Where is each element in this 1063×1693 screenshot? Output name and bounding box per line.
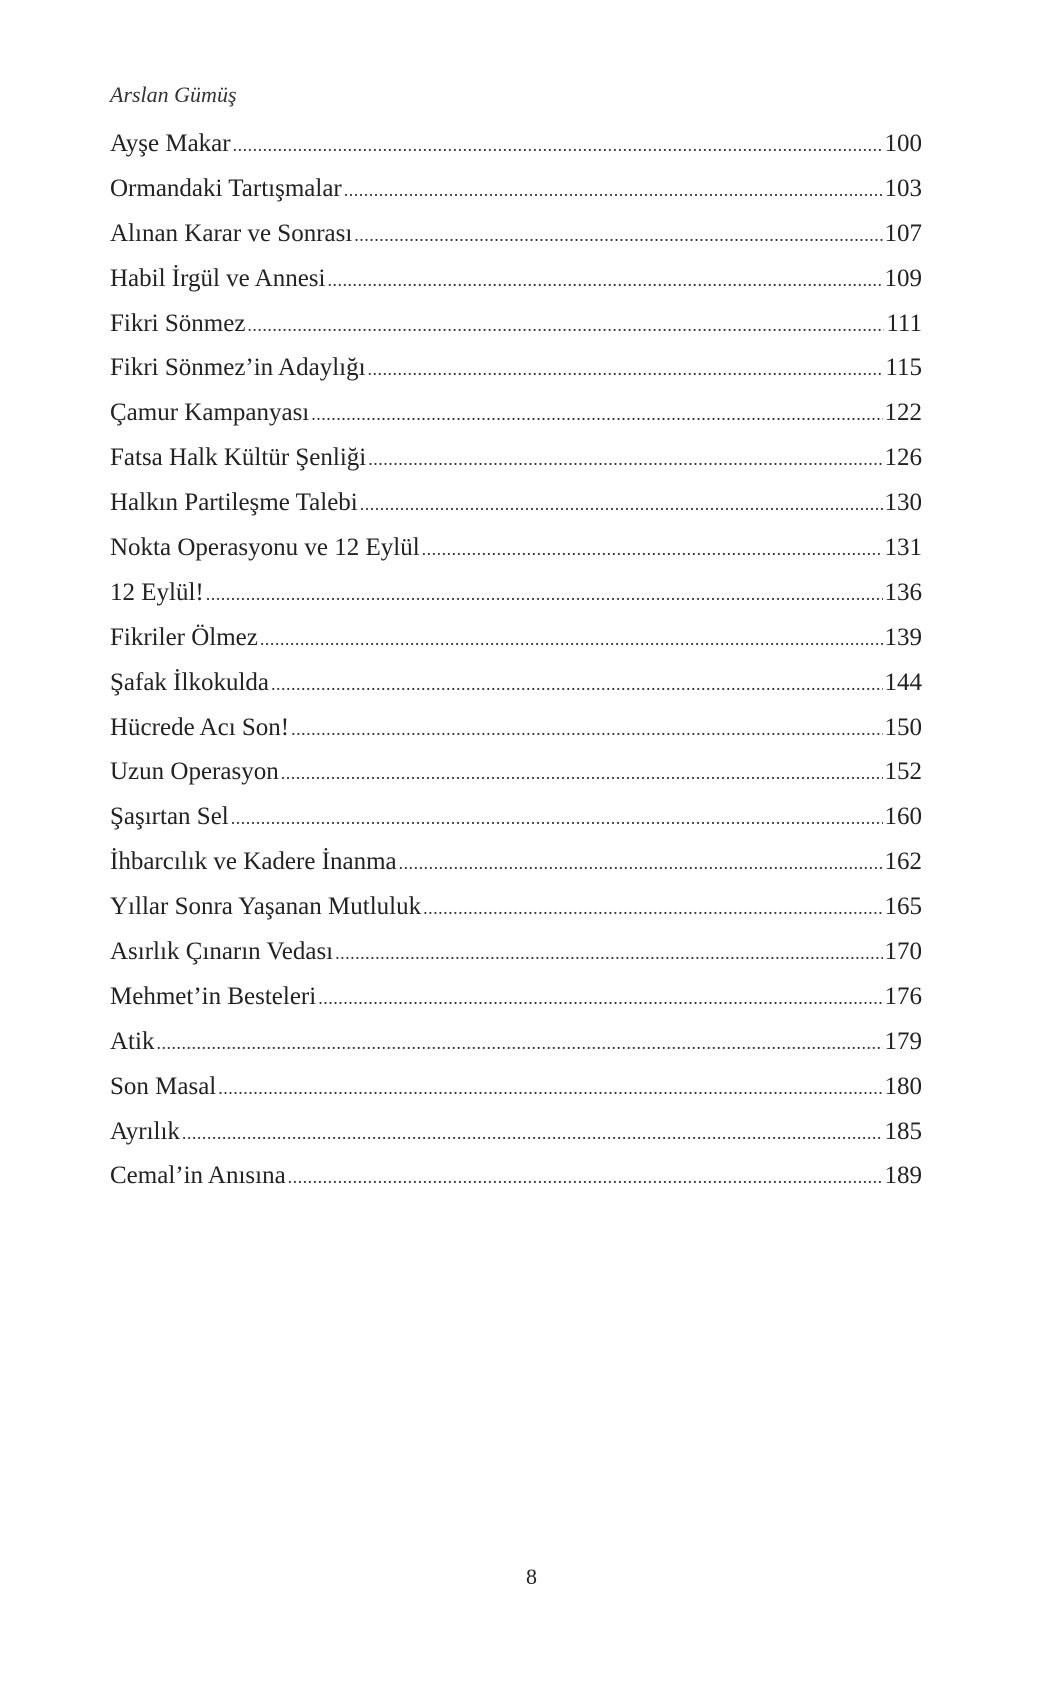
toc-entry (110, 302, 922, 347)
toc-entry-title: Çamur Kampanyası (110, 399, 310, 427)
toc-entry-page: 170 (884, 938, 922, 966)
dot-leader (368, 437, 882, 482)
dot-leader (281, 751, 883, 796)
toc-entry-title: Alınan Karar ve Sonrası (110, 219, 353, 247)
dot-leader (247, 303, 884, 348)
toc-entry (110, 1110, 922, 1155)
toc-entry (110, 616, 922, 661)
dot-leader (311, 392, 882, 437)
dot-leader (335, 931, 882, 976)
page-number: 8 (526, 1564, 537, 1589)
toc-entry-title: Cemal’in Anısına (110, 1162, 286, 1190)
toc-entry-page: 165 (884, 893, 922, 921)
toc-entry-title: Şaşırtan Sel (110, 803, 229, 831)
toc-entry-page: 122 (884, 399, 922, 427)
toc-entry-page: 180 (884, 1072, 922, 1100)
running-head-author: Arslan Gümüş (110, 82, 237, 107)
dot-leader (368, 347, 884, 392)
toc-entry (110, 122, 922, 167)
toc-entry-title: Asırlık Çınarın Vedası (110, 938, 334, 966)
toc-entry (110, 1065, 922, 1110)
toc-entry-title: Fatsa Halk Kültür Şenliği (110, 444, 367, 472)
toc-entry-title: Son Masal (110, 1072, 217, 1100)
toc-entry-title: Mehmet’in Besteleri (110, 982, 317, 1010)
toc-entry-page: 107 (884, 219, 922, 247)
dot-leader (354, 213, 882, 258)
toc-entry-title: Ayşe Makar (110, 130, 231, 157)
toc-entry (110, 706, 922, 751)
toc-entry (110, 481, 922, 526)
toc-entry (110, 975, 922, 1020)
dot-leader (156, 1021, 882, 1066)
toc-entry-title: Ayrılık (110, 1117, 180, 1145)
toc-entry (110, 750, 922, 795)
dot-leader (327, 258, 882, 303)
dot-leader (360, 482, 883, 527)
toc-entry-title: Yıllar Sonra Yaşanan Mutluluk (110, 893, 422, 921)
dot-leader (206, 572, 883, 617)
toc-entry (110, 1154, 922, 1199)
toc-entry-page: 100 (884, 130, 922, 157)
dot-leader (260, 617, 883, 662)
toc-entry (110, 795, 922, 840)
dot-leader (422, 527, 883, 572)
toc-entry (110, 571, 922, 616)
dot-leader (344, 168, 883, 213)
toc-entry (110, 930, 922, 975)
toc-entry-page: 160 (884, 803, 922, 831)
toc-entry-page: 150 (884, 713, 922, 741)
toc-entry (110, 526, 922, 571)
toc-entry-page: 185 (884, 1117, 922, 1145)
toc-entry-page: 152 (884, 758, 922, 786)
dot-leader (218, 1066, 882, 1111)
toc-entry (110, 212, 922, 257)
toc-entry-title: Şafak İlkokulda (110, 668, 269, 696)
toc-entry-page: 126 (884, 444, 922, 472)
toc-entry (110, 346, 922, 391)
toc-entry-page: 139 (884, 623, 922, 651)
table-of-contents (110, 122, 922, 1199)
toc-entry-title: Atik (110, 1027, 155, 1055)
toc-entry-title: İhbarcılık ve Kadere İnanma (110, 848, 397, 876)
toc-entry (110, 167, 922, 212)
toc-entry-page: 109 (884, 264, 922, 292)
toc-entry-page: 162 (884, 848, 922, 876)
dot-leader (233, 123, 883, 168)
toc-entry (110, 661, 922, 706)
toc-entry-page: 189 (884, 1162, 922, 1190)
toc-entry-title: Halkın Partileşme Talebi (110, 489, 358, 517)
toc-entry-page: 176 (884, 982, 922, 1010)
toc-entry-title: Nokta Operasyonu ve 12 Eylül (110, 534, 420, 562)
toc-entry-title: 12 Eylül! (110, 578, 204, 606)
toc-entry-title: Habil İrgül ve Annesi (110, 264, 326, 292)
toc-entry-page: 111 (886, 309, 922, 337)
toc-entry (110, 436, 922, 481)
toc-entry (110, 840, 922, 885)
toc-entry-page: 131 (884, 534, 922, 562)
toc-entry-title: Fikriler Ölmez (110, 623, 258, 651)
toc-entry-page: 115 (885, 354, 922, 382)
dot-leader (399, 841, 883, 886)
toc-entry-page: 130 (884, 489, 922, 517)
dot-leader (231, 796, 883, 841)
toc-entry-page: 103 (884, 174, 922, 202)
toc-entry (110, 885, 922, 930)
dot-leader (318, 976, 882, 1021)
toc-entry-title: Ormandaki Tartışmalar (110, 174, 342, 202)
toc-entry-page: 144 (884, 668, 922, 696)
dot-leader (271, 662, 883, 707)
toc-entry (110, 391, 922, 436)
toc-entry (110, 1020, 922, 1065)
toc-entry-title: Uzun Operasyon (110, 758, 279, 786)
dot-leader (291, 707, 882, 752)
toc-entry (110, 257, 922, 302)
toc-entry-page: 136 (884, 578, 922, 606)
toc-entry-title: Fikri Sönmez (110, 309, 246, 337)
dot-leader (182, 1111, 883, 1156)
toc-entry-title: Hücrede Acı Son! (110, 713, 290, 741)
toc-entry-page: 179 (884, 1027, 922, 1055)
toc-entry-title: Fikri Sönmez’in Adaylığı (110, 354, 366, 382)
dot-leader (423, 886, 882, 931)
dot-leader (288, 1155, 883, 1200)
